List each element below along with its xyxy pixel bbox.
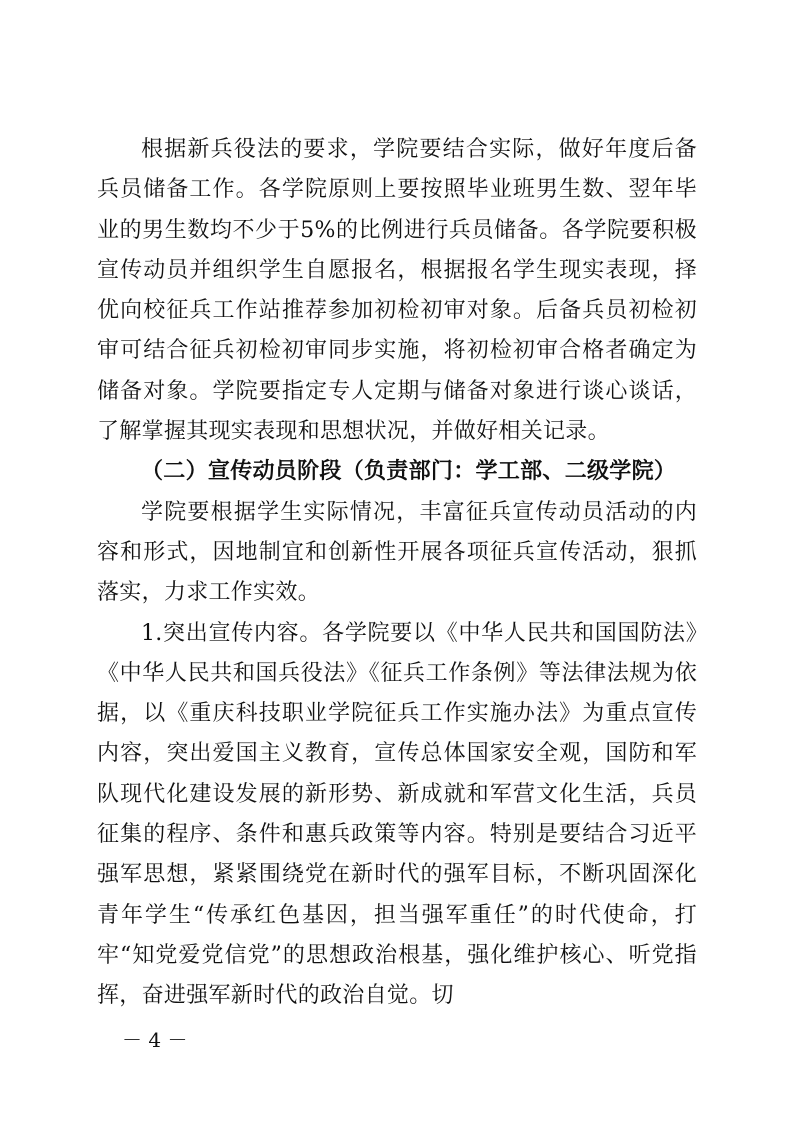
section-heading-publicity: （二）宣传动员阶段（负责部门：学工部、二级学院） — [141, 459, 677, 485]
paragraph-reserve-troops: 根据新兵役法的要求，学院要结合实际，做好年度后备兵员储备工作。各学院原则上要按照毕业班男生数、翌年毕业的男生数均不少于5%的比例进行兵员储备。各学院要积极宣传动员并组织学生自愿报名，根据报名学生现实表现，择优向校征兵工作站推荐参加初检初审对象。后备兵员初检初审可结合征兵初检初审同步实施，将初检初审合格者确定为储备对象。学院要指定专人定期与储备对象进行谈心谈话，了解掌握其现实表现和思想状况，并做好相关记录。 — [97, 137, 697, 445]
document-body — [97, 130, 697, 1017]
paragraph-publicity-content: 1.突出宣传内容。各学院要以《中华人民共和国国防法》《中华人民共和国兵役法》《征兵工作条例》等法律法规为依据，以《重庆科技职业学院征兵工作实施办法》为重点宣传内容，突出爱国主义教育，宣传总体国家安全观，国防和军队现代化建设发展的新形势、新成就和军营文化生活，兵员征集的程序、条件和惠兵政策等内容。特别是要结合习近平强军思想，紧紧围绕党在新时代的强军目标，不断巩固深化青年学生“传承红色基因，担当强军重任”的时代使命，打牢“知党爱党信党”的思想政治根基，强化维护核心、听党指挥，奋进强军新时代的政治自觉。切 — [97, 620, 697, 1009]
page-number: － 4 － — [122, 1028, 188, 1052]
paragraph-publicity-intro: 学院要根据学生实际情况，丰富征兵宣传动员活动的内容和形式，因地制宜和创新性开展各项征兵宣传活动，狠抓落实，力求工作实效。 — [97, 499, 697, 606]
